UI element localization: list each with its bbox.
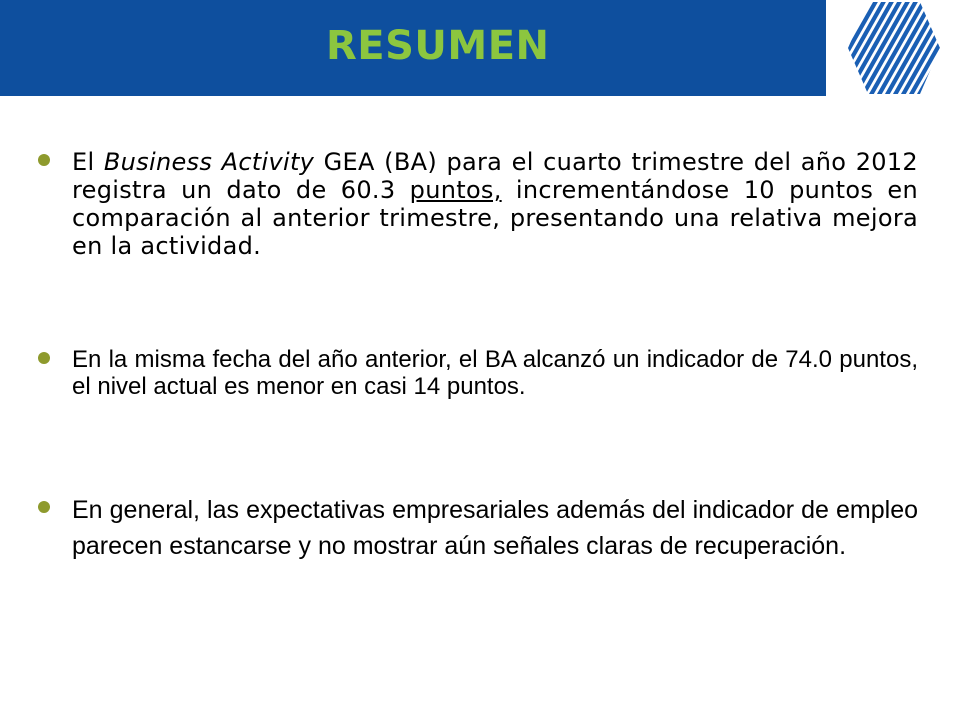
text-segment: incrementándose 10 puntos en comparación al anterior trimestre, presentando una relativa mejora en la actividad. [72,176,918,260]
striped-hexagon-logo-icon [830,0,960,96]
text-segment: El [72,148,104,176]
header-bar [0,0,826,96]
bullet-dot [38,352,50,364]
page-title: RESUMEN [326,23,550,69]
text-segment: GEA (BA) para el cuarto trimestre del año 2012 registra un dato de 60.3 [72,148,918,204]
bullet-dot [38,501,50,513]
bullet-paragraph-2: En la misma fecha del año anterior, el BA alcanzó un indicador de 74.0 puntos, el nivel actual es menor en casi 14 puntos. [72,346,918,400]
bullet-dot [38,154,50,166]
bullet-paragraph-3: En general, las expectativas empresariales además del indicador de empleo parecen estancarse y no mostrar aún señales claras de recuperación. [72,496,918,560]
bullet-paragraph-1 [72,148,918,260]
underlined-term: puntos, [409,176,502,204]
business-activity-term: Business Activity [103,148,315,176]
